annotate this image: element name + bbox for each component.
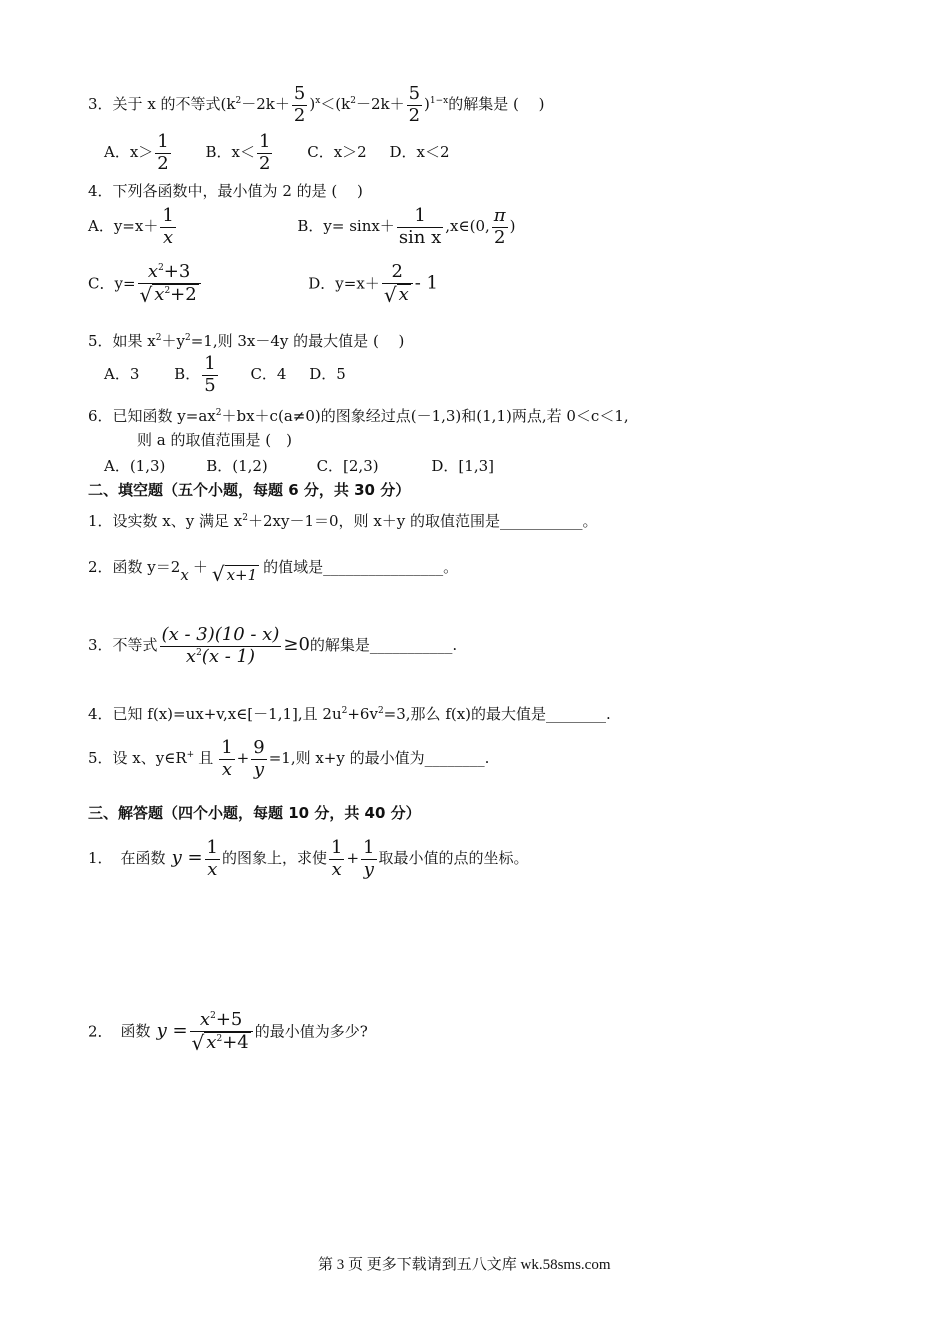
question-5: 5．如果 $x^2+y^2=1$,则 3x－4y 的最大值是 ( )	[88, 332, 405, 350]
fill-5: 5．设 x、y∈R+ 且 $\frac{1}{x}$ + $\frac{9}{y}$ =1,则 x+y 的最小值为________.	[88, 737, 490, 780]
fill-1: 1．设实数 x、y 满足 $x^2+2xy-1=0$，则 x＋y 的取值范围是___________。	[88, 512, 598, 530]
fill-4: 4．已知 f(x)=ux+v,x∈[－1,1],且 $2u^2+6v^2=3$,那么 f(x)的最大值是________.	[88, 705, 611, 723]
question-4-options-ab: A．y=x＋ $\frac{1}{x}$ B．y= sinx＋ $\frac{1}{\text{sin x}}$ ,x∈(0, $\frac{\pi}{2}$ )	[88, 205, 516, 248]
question-6-options: A．(1,3) B．(1,2) C．[2,3) D．[1,3]	[104, 457, 494, 475]
question-4: 4．下列各函数中，最小值为 2 的是 ( )	[88, 182, 363, 200]
section-3-heading: 三、解答题（四个小题，每题 10 分，共 40 分）	[88, 804, 421, 822]
answer-2: 2． 函数 y = $\frac{x^2+5}{√ x^2+4}$ 的最小值为多少?	[88, 1009, 368, 1055]
answer-1: 1． 在函数 y = $\frac{1}{x}$ 的图象上，求使 $\frac{1}{x}$ + $\frac{1}{y}$ 取最小值的点的坐标。	[88, 837, 529, 880]
question-4-options-cd: C．y= $\frac{x^2+3}{√ x^2+2}$ D．y=x＋ $\frac{2}{√ x}$ - 1	[88, 261, 438, 307]
question-3-options: A．x＞ $\frac{1}{2}$ B．x＜ $\frac{1}{2}$ C．x＞2 D．x＜2	[104, 131, 450, 174]
question-6-line2: 则 a 的取值范围是 ( )	[137, 431, 292, 449]
section-2-heading: 二、填空题（五个小题，每题 6 分，共 30 分）	[88, 481, 411, 499]
question-6-line1: 6．已知函数 $y=ax^2+bx+c(a\ne 0)$的图象经过点(－1,3)和(1,1)两点,若 0＜c＜1,	[88, 407, 629, 425]
fill-2: 2．函数 y＝2x ＋ √ x+1 的值域是________________。	[88, 558, 459, 586]
fraction: $\frac{5}{2}$	[408, 83, 421, 126]
question-5-options: A．3 B． $\frac{1}{5}$ C．4 D．5	[104, 353, 346, 396]
page-footer: 第 3 页 更多下载请到五八文库 wk.58sms.com	[318, 1257, 611, 1273]
fill-3: 3．不等式 $\frac{(x - 3)(10 - x)}{x^2(x - 1)}$ ≥0的解集是___________.	[88, 624, 458, 667]
fraction: $\frac{5}{2}$	[293, 83, 306, 126]
question-3: 3．关于 x 的不等式($k^2-2k+$ $\frac{5}{2}$ )$^x<(k^2-2k+$ $\frac{5}{2}$ )$^{1-x}$的解集是 ( )	[88, 83, 545, 126]
